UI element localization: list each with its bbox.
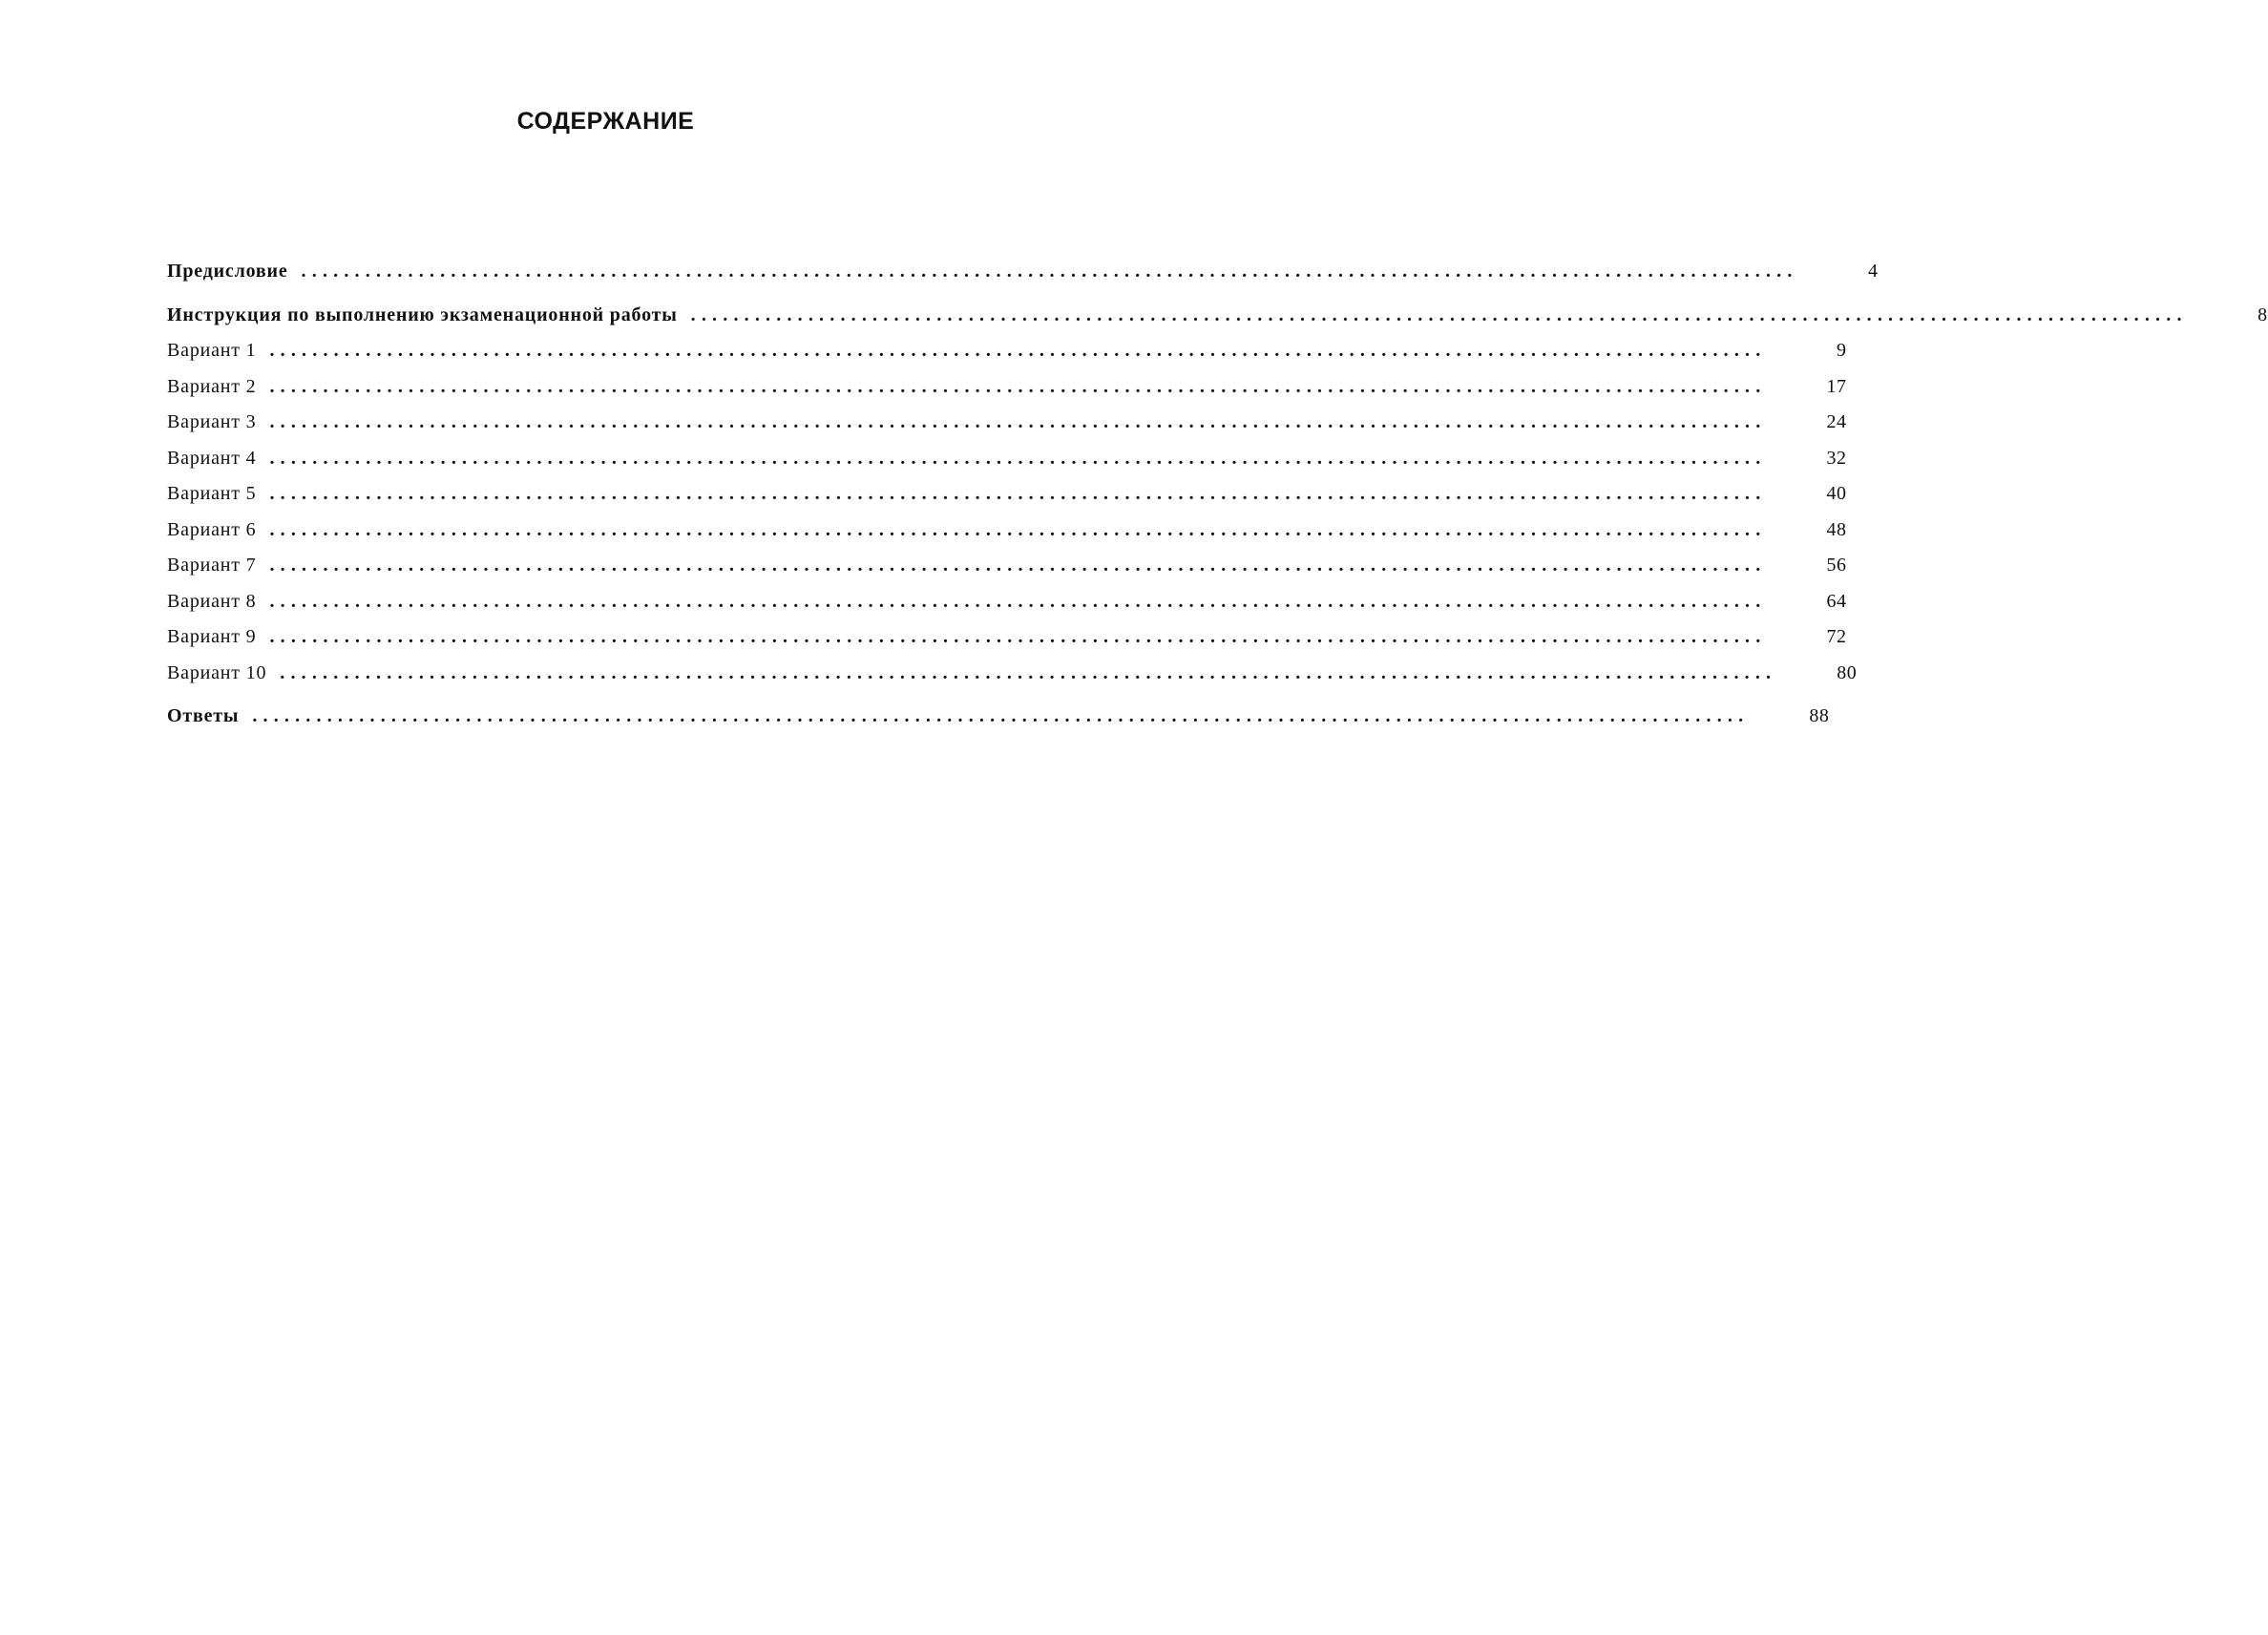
toc-entry-page: 88 <box>1809 705 1830 726</box>
toc-entry-variant-7[interactable] <box>167 548 1847 584</box>
toc-entry-label: Вариант 6 <box>167 518 257 540</box>
toc-entry-page: 40 <box>1826 483 1847 504</box>
toc-entry-page: 32 <box>1826 447 1847 469</box>
toc-entry-label: Инструкция по выполнению экзаменационной работы <box>167 304 678 325</box>
table-of-contents <box>167 254 2268 735</box>
toc-dot-leader: ............................................................................................................................................ <box>269 340 1767 361</box>
toc-entry-page: 8 <box>2258 304 2268 325</box>
toc-entry-variant-8[interactable] <box>167 584 1847 620</box>
toc-entry-label: Вариант 5 <box>167 483 257 504</box>
toc-entry-page: 56 <box>1826 555 1847 576</box>
toc-entry-variant-1[interactable] <box>167 333 1847 369</box>
toc-entry-label: Вариант 9 <box>167 626 257 647</box>
toc-entry-label: Вариант 3 <box>167 411 257 432</box>
toc-dot-leader: ............................................................................................................................................ <box>269 447 1767 469</box>
toc-entry-answers[interactable] <box>167 699 1830 735</box>
toc-entry-variant-5[interactable] <box>167 476 1847 513</box>
toc-entry-page: 17 <box>1826 375 1847 397</box>
toc-entry-label: Вариант 7 <box>167 555 257 576</box>
page-title: СОДЕРЖАНИЕ <box>516 108 695 135</box>
toc-dot-leader: ............................................................................................................................................ <box>269 518 1767 540</box>
toc-entry-page: 9 <box>1836 340 1847 361</box>
toc-entry-preface[interactable] <box>167 254 1879 290</box>
toc-entry-label: Вариант 10 <box>167 661 267 683</box>
toc-entry-variant-10[interactable] <box>167 656 1858 692</box>
toc-entry-page: 80 <box>1837 661 1858 683</box>
toc-entry-label: Вариант 2 <box>167 375 257 397</box>
toc-dot-leader: ............................................................................................................................................ <box>280 661 1777 683</box>
toc-entry-page: 72 <box>1826 626 1847 647</box>
toc-entry-variant-2[interactable] <box>167 369 1847 406</box>
toc-entry-instructions[interactable] <box>167 298 2268 334</box>
toc-entry-variant-4[interactable] <box>167 441 1847 477</box>
toc-dot-leader: ............................................................................................................................................ <box>301 261 1798 282</box>
toc-entry-variant-9[interactable] <box>167 619 1847 656</box>
toc-entry-variant-6[interactable] <box>167 513 1847 549</box>
toc-dot-leader: ............................................................................................................................................ <box>269 483 1767 504</box>
toc-dot-leader: ............................................................................................................................................ <box>269 590 1767 612</box>
toc-entry-page: 48 <box>1826 518 1847 540</box>
toc-dot-leader: ............................................................................................................................................ <box>269 375 1767 397</box>
toc-dot-leader: ............................................................................................................................................ <box>269 626 1767 647</box>
toc-dot-leader: ............................................................................................................................................ <box>690 304 2188 325</box>
toc-entry-page: 4 <box>1868 261 1879 282</box>
toc-entry-page: 24 <box>1826 411 1847 432</box>
toc-entry-label: Предисловие <box>167 261 288 282</box>
toc-dot-leader: ............................................................................................................................................ <box>269 411 1767 432</box>
toc-entry-variant-3[interactable] <box>167 405 1847 441</box>
toc-entry-label: Ответы <box>167 705 240 726</box>
toc-entry-label: Вариант 1 <box>167 340 257 361</box>
toc-entry-page: 64 <box>1826 590 1847 612</box>
toc-dot-leader: ............................................................................................................................................ <box>252 705 1750 726</box>
toc-entry-label: Вариант 8 <box>167 590 257 612</box>
toc-dot-leader: ............................................................................................................................................ <box>269 555 1767 576</box>
toc-entry-label: Вариант 4 <box>167 447 257 469</box>
